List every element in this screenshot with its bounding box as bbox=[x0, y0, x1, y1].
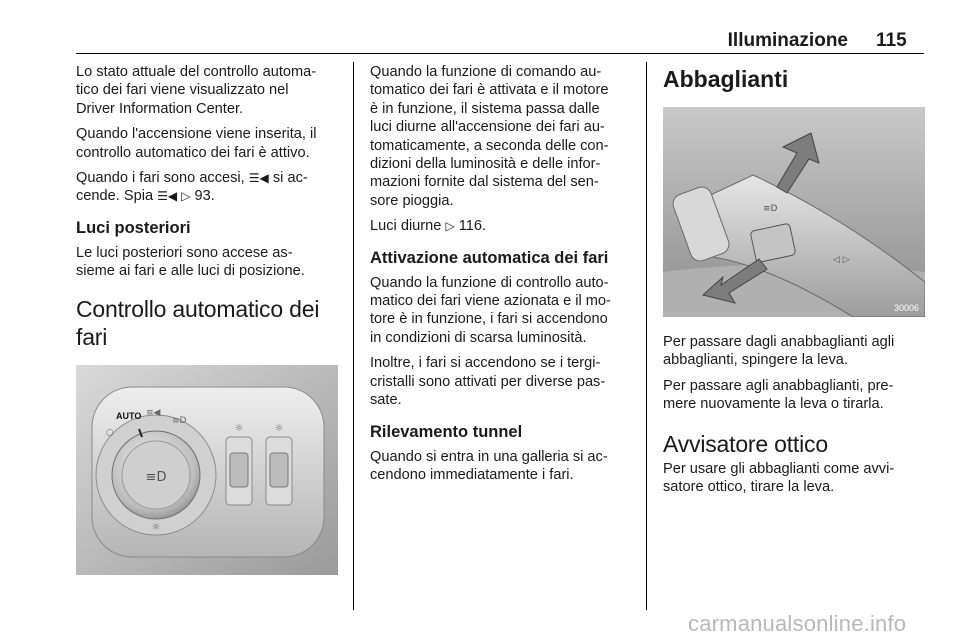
heading-abbaglianti: Abbaglianti bbox=[663, 66, 789, 92]
paragraph-driver-info: Lo stato attuale del controllo automa- tico dei fari viene visualizzato nel Driver Information Center. bbox=[76, 64, 317, 117]
paragraph-low-beam: Per passare agli anabbaglianti, pre- mere nuovamente la leva o tirarla. bbox=[663, 377, 894, 413]
svg-text:☼: ☼ bbox=[274, 422, 284, 434]
light-switch-illustration bbox=[76, 365, 338, 575]
paragraph-high-beam: Per passare dagli anabbaglianti agli abbaglianti, spingere la leva. bbox=[663, 334, 895, 369]
column-divider-1 bbox=[353, 62, 354, 610]
paragraph-wipers: Inoltre, i fari si accendono se i tergi- cristalli sono attivati per diverse pas- sate. bbox=[370, 355, 606, 409]
paragraph-headlights-on: Quando i fari sono accesi, ☰◀ si ac- cende. Spia ☰◀ ▷ 93. bbox=[76, 170, 308, 205]
column-3 bbox=[663, 63, 927, 503]
column-2 bbox=[370, 63, 638, 491]
paragraph-luci-diurne: Luci diurne ▷ 116. bbox=[370, 218, 487, 235]
stalk-figure bbox=[663, 107, 925, 317]
heading-avvisatore: Avvisatore ottico bbox=[663, 430, 828, 457]
header-rule bbox=[76, 53, 924, 54]
svg-text:≡D: ≡D bbox=[145, 469, 167, 485]
svg-text:AUTO: AUTO bbox=[116, 410, 142, 421]
paragraph-tunnel: Quando si entra in una galleria si ac- cendono immediatamente i fari. bbox=[370, 448, 608, 483]
column-divider-2 bbox=[646, 62, 647, 610]
page-reference-icon: ▷ bbox=[181, 189, 191, 204]
page-number: 115 bbox=[876, 30, 907, 51]
svg-text:≡◀: ≡◀ bbox=[146, 407, 161, 418]
paragraph-flash: Per usare gli abbaglianti come avvi- satore ottico, tirare la leva. bbox=[663, 460, 895, 496]
svg-text:○: ○ bbox=[106, 427, 114, 438]
paragraph-ignition: Quando l'accensione viene inserita, il controllo automatico dei fari è attivo. bbox=[76, 126, 317, 161]
page-reference-icon: ▷ bbox=[445, 219, 455, 234]
heading-tunnel: Rilevamento tunnel bbox=[370, 422, 523, 441]
light-switch-figure bbox=[76, 365, 338, 575]
heading-luci-posteriori: Luci posteriori bbox=[76, 218, 191, 237]
svg-text:30006: 30006 bbox=[893, 303, 919, 313]
svg-text:≡D: ≡D bbox=[172, 415, 187, 426]
svg-text:☼: ☼ bbox=[151, 521, 161, 533]
section-title: Illuminazione bbox=[727, 30, 848, 51]
svg-text:☼: ☼ bbox=[234, 422, 244, 434]
headlight-icon: ☰◀ bbox=[248, 171, 269, 186]
svg-text:≡D: ≡D bbox=[763, 204, 778, 214]
paragraph-auto-activation: Quando la funzione di controllo auto- matico dei fari viene azionata e il mo- tore è in funzione, i fari si accendono in condizioni di scarsa luminosità. bbox=[370, 274, 611, 346]
heading-controllo-automatico: Controllo automatico dei fari bbox=[76, 295, 320, 350]
heading-attivazione: Attivazione automatica dei fari bbox=[370, 248, 609, 267]
headlight-icon: ☰◀ bbox=[157, 189, 178, 204]
paragraph-tail-lights: Le luci posteriori sono accese as- sieme ai fari e alle luci di posizione. bbox=[76, 244, 305, 280]
svg-text:◁ ▷: ◁ ▷ bbox=[833, 255, 850, 265]
column-1 bbox=[76, 63, 346, 575]
stalk-illustration bbox=[663, 107, 925, 317]
watermark: carmanualsonline.info bbox=[688, 611, 907, 636]
paragraph-auto-mode: Quando la funzione di comando au- tomatico dei fari è attivata e il motore è in funzione, il sistema passa dalle luci diurne all'accensione dei fari au- tomaticamente, a seconda delle con- dizioni della luminosità e delle infor- mazioni fornite dal sistema del sen- sore pioggia. bbox=[370, 64, 609, 209]
